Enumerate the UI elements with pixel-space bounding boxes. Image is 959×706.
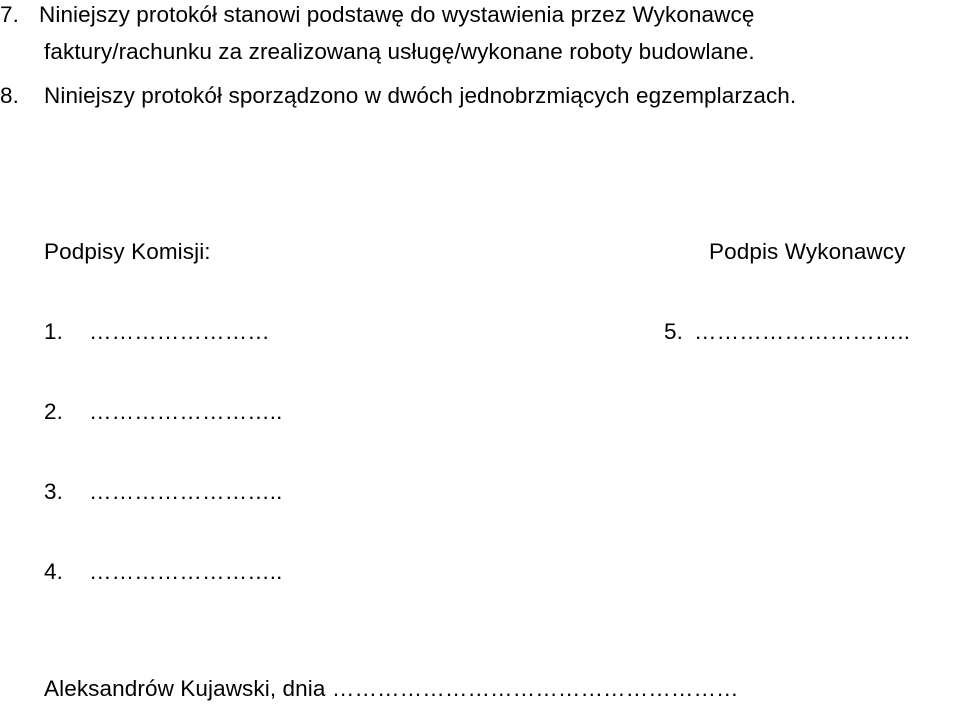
signature-line-2 [44, 398, 283, 426]
signature-line-4 [44, 558, 283, 586]
signature-dots: …………………….. [89, 559, 283, 584]
committee-signatures-label: Podpisy Komisji: [44, 239, 211, 264]
signature-line-5 [664, 318, 910, 346]
item-7-text-line-2: faktury/rachunku za zrealizowaną usługę/wykonane roboty budowlane. [44, 39, 755, 64]
signature-number: 1. [44, 319, 63, 344]
signature-number: 4. [44, 559, 63, 584]
contractor-signature-label: Podpis Wykonawcy [709, 239, 906, 264]
signature-number: 5. [664, 319, 683, 344]
signature-dots: …………………….. [89, 479, 283, 504]
item-7-text-line-1: Niniejszy protokół stanowi podstawę do wystawienia przez Wykonawcę [39, 2, 755, 27]
signature-number: 2. [44, 399, 63, 424]
item-8-number: 8. [0, 83, 19, 108]
signature-dots: …………………….. [89, 399, 283, 424]
place-and-date-line: Aleksandrów Kujawski, dnia ……………………………………………… [44, 676, 739, 701]
item-8-text: Niniejszy protokół sporządzono w dwóch jednobrzmiących egzemplarzach. [44, 83, 797, 108]
signature-dots: ……………………….. [694, 319, 911, 344]
signature-line-1 [44, 318, 270, 346]
signature-number: 3. [44, 479, 63, 504]
signature-dots: …………………… [89, 319, 270, 344]
signature-line-3 [44, 478, 283, 506]
item-7-number: 7. [0, 2, 19, 27]
